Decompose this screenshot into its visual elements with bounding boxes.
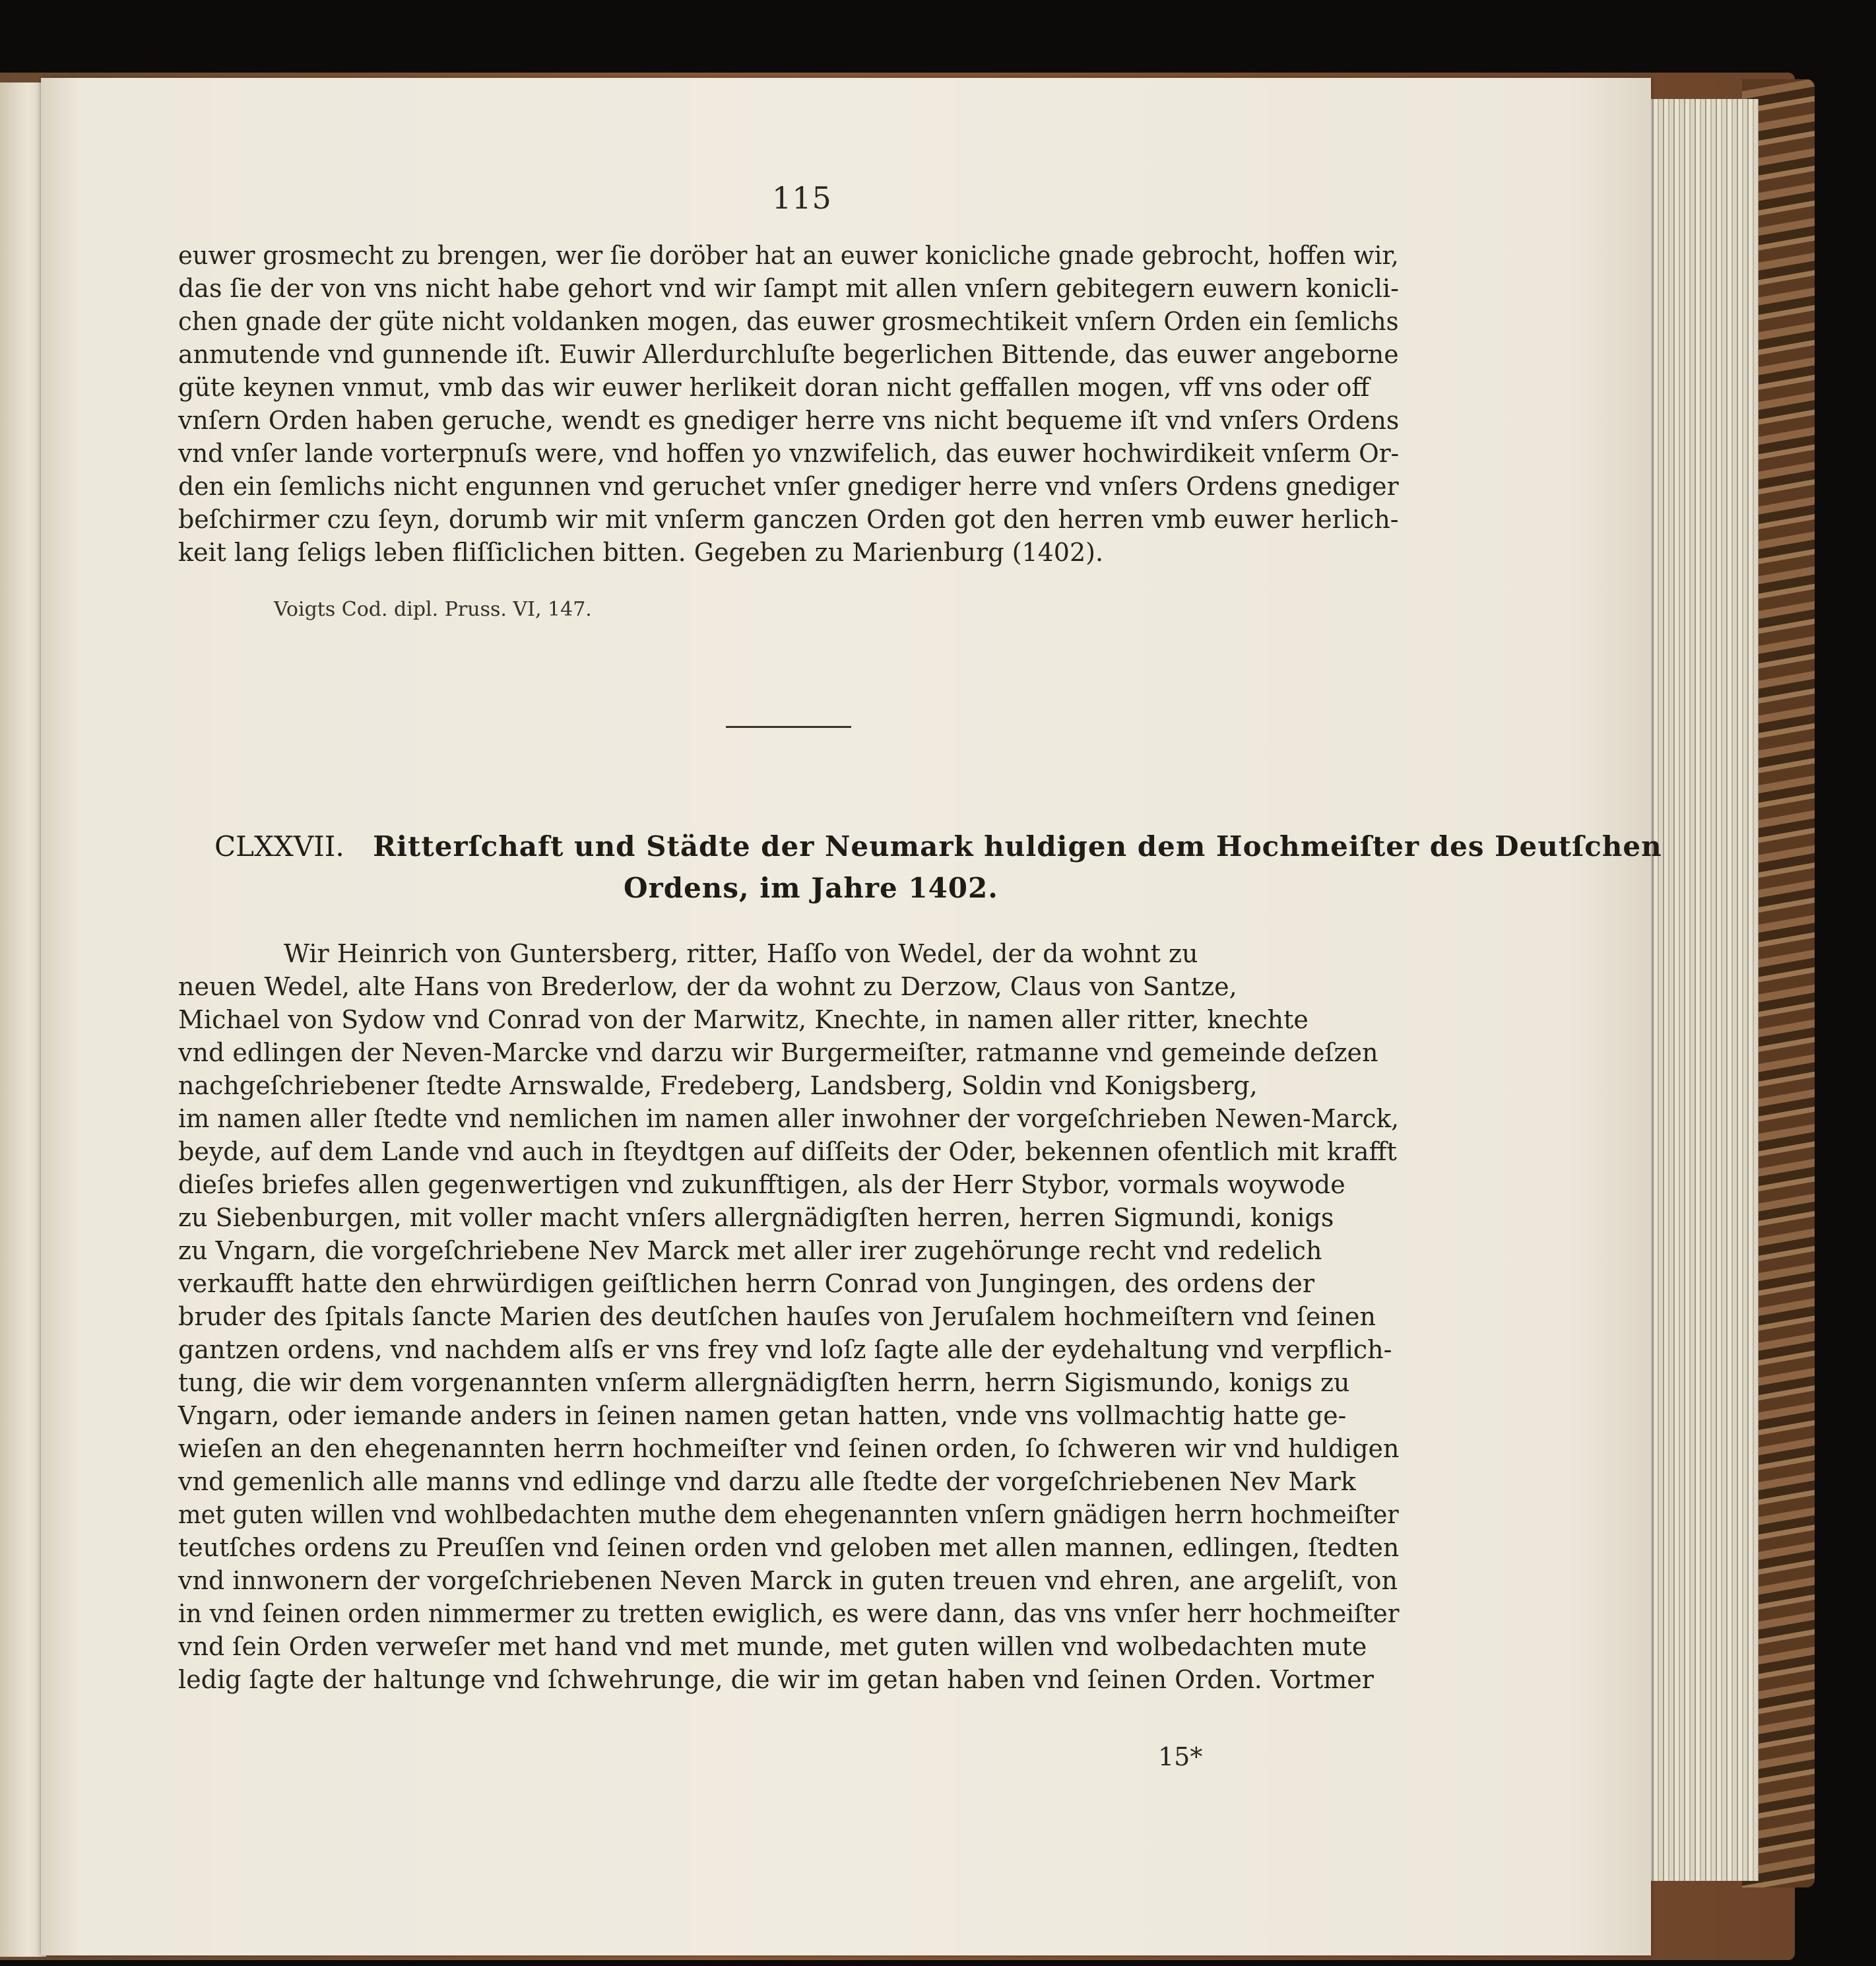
text-line: keit lang ſeligs leben fliſſiclichen bitten. Gegeben zu Marienburg (1402). [178,538,1104,567]
document-heading [214,830,1662,904]
text-line: Wir Heinrich von Guntersberg, ritter, Haſſo von Wedel, der da wohnt zu [284,939,1198,968]
text-line: tung, die wir dem vorgenannten vnſerm allergnädigſten herrn, herrn Sigismundo, konigs zu [178,1368,1350,1397]
text-line: güte keynen vnmut, vmb das wir euwer herlikeit doran nicht geffallen mogen, vff vns oder off [178,373,1370,402]
text-line: ledig ſagte der haltunge vnd ſchwehrunge, die wir im getan haben vnd ſeinen Orden. Vortmer [178,1665,1374,1694]
text-line: vnd edlingen der Neven-Marcke vnd darzu wir Burgermeiſter, ratmanne vnd gemeinde deſzen [178,1038,1378,1067]
text-line: wieſen an den ehegenannten herrn hochmeiſter vnd ſeinen orden, ſo ſchweren wir vnd huldigen [178,1434,1400,1463]
text-line: gantzen ordens, vnd nachdem alſs er vns frey vnd loſz ſagte alle der eydehaltung vnd verpflich- [178,1335,1392,1364]
text-line: Vngarn, oder iemande anders in ſeinen namen getan hatten, vnde vns vollmachtig hatte ge- [178,1401,1347,1430]
text-line: vnd gemenlich alle manns vnd edlinge vnd darzu alle ſtedte der vorgeſchriebenen Nev Mark [178,1467,1356,1496]
text-line: im namen aller ſtedte vnd nemlichen im namen aller inwohner der vorgeſchrieben Newen-Marck, [178,1104,1400,1133]
left-page-edge [0,82,46,1957]
text-line: euwer grosmecht zu brengen, wer ſie doröber hat an euwer konicliche gnade gebrocht, hoffen wir, [178,241,1399,270]
text-line: neuen Wedel, alte Hans von Brederlow, der da wohnt zu Derzow, Claus von Santze, [178,972,1237,1001]
text-line: anmutende vnd gunnende iſt. Euwir Allerdurchluſte begerlichen Bittende, das euwer angeborne [178,340,1399,369]
text-line: nachgeſchriebener ſtedte Arnswalde, Fredeberg, Landsberg, Soldin vnd Konigsberg, [178,1071,1258,1100]
text-line: teutſches ordens zu Preuſſen vnd ſeinen orden vnd geloben met allen mannen, edlingen, ſtedten [178,1533,1400,1562]
paragraph-continued [178,239,1399,569]
text-line: met guten willen vnd wohlbedachten muthe dem ehegenannten vnſern gnädigen herrn hochmeiſter [178,1500,1399,1529]
document-body [178,937,1399,1696]
text-line: zu Vngarn, die vorgeſchriebene Nev Marck met aller irer zugehörunge recht vnd redelich [178,1236,1322,1265]
text-line: zu Siebenburgen, mit voller macht vnſers allergnädigſten herren, herren Sigmundi, konigs [178,1203,1334,1232]
document-numeral: CLXXVII. [214,830,344,863]
text-line: dieſes briefes allen gegenwertigen vnd zukunfftigen, als der Herr Stybor, vormals woywode [178,1170,1345,1199]
source-citation: Voigts Cod. dipl. Pruss. VI, 147. [274,598,592,621]
text-line: den ein ſemlichs nicht engunnen vnd geruchet vnſer gnediger herre vnd vnſers Ordens gnediger [178,472,1399,501]
heading-title-line2: Ordens, im Jahre 1402. [624,872,998,904]
text-line: vnd vnſer lande vorterpnuſs were, vnd hoffen yo vnzwifelich, das euwer hochwirdikeit vnſerm Or- [178,439,1400,468]
text-line: vnſern Orden haben geruche, wendt es gnediger herre vns nicht bequeme iſt vnd vnſers Ordens [178,406,1400,435]
text-line: beyde, auf dem Lande vnd auch in ſteydtgen auf diſſeits der Oder, bekennen ofentlich mit krafft [178,1137,1397,1166]
text-line: verkaufft hatte den ehrwürdigen geiſtlichen herrn Conrad von Jungingen, des ordens der [178,1269,1315,1298]
text-line: vnd ſein Orden verweſer met hand vnd met munde, met guten willen vnd wolbedachten mute [178,1632,1367,1661]
text-line: beſchirmer czu ſeyn, dorumb wir mit vnſerm ganczen Orden got den herren vmb euwer herlich- [178,505,1399,534]
page-number: 115 [772,180,832,216]
text-line: vnd innwonern der vorgeſchriebenen Neven Marck in guten treuen vnd ehren, ane argeliſt, von [178,1566,1398,1595]
section-divider [726,726,851,728]
text-line: chen gnade der güte nicht voldanken mogen, das euwer grosmechtikeit vnſern Orden ein ſemlichs [178,307,1399,336]
page-edges [1643,99,1759,1881]
heading-title-line1: Ritterſchaft und Städte der Neumark huldigen dem Hochmeiſter des Deutſchen [373,830,1662,863]
text-line: das ſie der von vns nicht habe gehort vnd wir ſampt mit allen vnſern gebitegern euwern konicli- [178,274,1399,303]
signature-mark: 15* [1158,1742,1203,1771]
text-line: bruder des ſpitals ſancte Marien des deutſchen hauſes von Jeruſalem hochmeiſtern vnd ſeinen [178,1302,1376,1331]
text-line: Michael von Sydow vnd Conrad von der Marwitz, Knechte, in namen aller ritter, knechte [178,1005,1309,1034]
text-line: in vnd ſeinen orden nimmermer zu tretten ewiglich, es were dann, das vns vnſer herr hochmeiſter [178,1599,1400,1628]
